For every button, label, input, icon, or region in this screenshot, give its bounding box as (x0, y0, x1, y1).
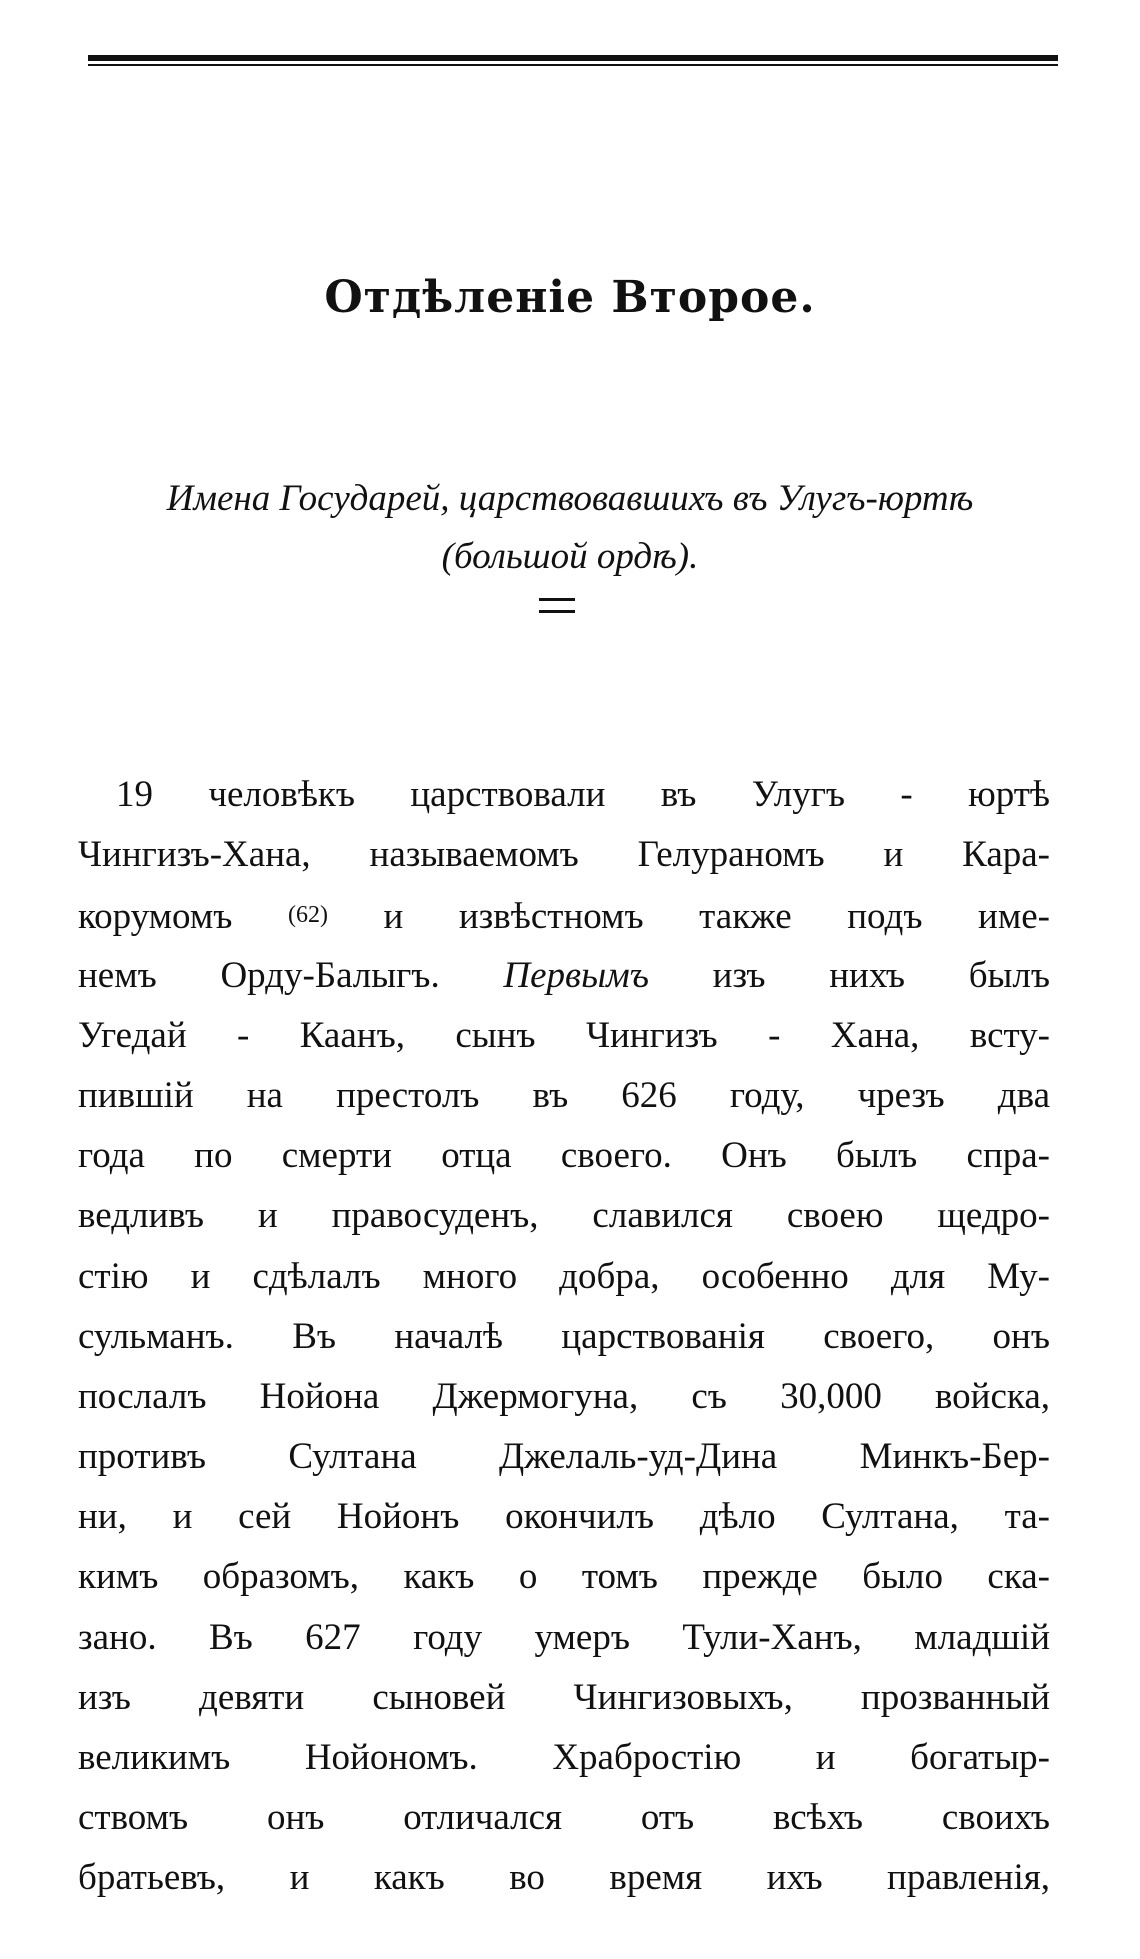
text-line: послалъ Нойона Джермогуна, съ 30,000 войска, (78, 1375, 1050, 1417)
text-line: стію и сдѣлалъ много добра, особенно для Му- (78, 1255, 1050, 1297)
footnote-ref: (62) (287, 902, 328, 929)
text-segment: немъ Орду-Балыгъ. (78, 954, 504, 996)
text-segment: изъ нихъ былъ (648, 954, 1050, 996)
text-line: 19 человѣкъ царствовали въ Улугъ - юртѣ (116, 774, 1050, 815)
text-line: великимъ Нойономъ. Храбростію и богатыр- (78, 1737, 1050, 1778)
top-rule-thick (88, 55, 1058, 61)
text-line (78, 946, 1050, 1006)
text-line: ни, и сей Нойонъ окончилъ дѣло Султана, та- (78, 1496, 1050, 1538)
subtitle-line-2: (большой ордѣ). (441, 536, 699, 577)
text-line: года по смерти отца своего. Онъ былъ спра- (78, 1135, 1050, 1177)
emphasis-text: Первымъ (503, 954, 649, 996)
text-line: изъ девяти сыновей Чингизовыхъ, прозванный (78, 1676, 1050, 1718)
section-subtitle (90, 470, 1050, 586)
body-paragraph (78, 765, 1050, 1909)
text-line: сульманъ. Въ началѣ царствованія своего, онъ (78, 1315, 1050, 1357)
top-double-rule (88, 52, 1058, 68)
text-line: Угедай - Каанъ, сынъ Чингизъ - Хана, всту- (78, 1014, 1050, 1056)
subtitle-line-1: Имена Государей, царствовавшихъ въ Улугъ-юртѣ (166, 478, 974, 519)
text-line: братьевъ, и какъ во время ихъ правленія, (78, 1857, 1050, 1899)
ornament-double-dash (539, 598, 575, 614)
text-line: Чингизъ-Хана, называемомъ Гелураномъ и Кара- (78, 834, 1050, 876)
text-line: ствомъ онъ отличался отъ всѣхъ своихъ (78, 1797, 1050, 1839)
text-line (78, 885, 1050, 945)
text-line: кимъ образомъ, какъ о томъ прежде было ска- (78, 1556, 1050, 1598)
top-rule-thin (88, 64, 1058, 66)
text-line: зано. Въ 627 году умеръ Тули-Ханъ, младшій (78, 1616, 1050, 1658)
text-segment: и извѣстномъ также подъ име- (327, 896, 1050, 938)
text-line: пившій на престолъ въ 626 году, чрезъ два (78, 1074, 1050, 1116)
text-line: ведливъ и правосуденъ, славился своею щедро- (78, 1195, 1050, 1237)
text-line: противъ Султана Джелаль-уд-Дина Минкъ-Бер- (78, 1436, 1050, 1478)
text-segment: корумомъ (78, 896, 288, 938)
section-title: Отдѣленіе Второе. (324, 272, 816, 323)
